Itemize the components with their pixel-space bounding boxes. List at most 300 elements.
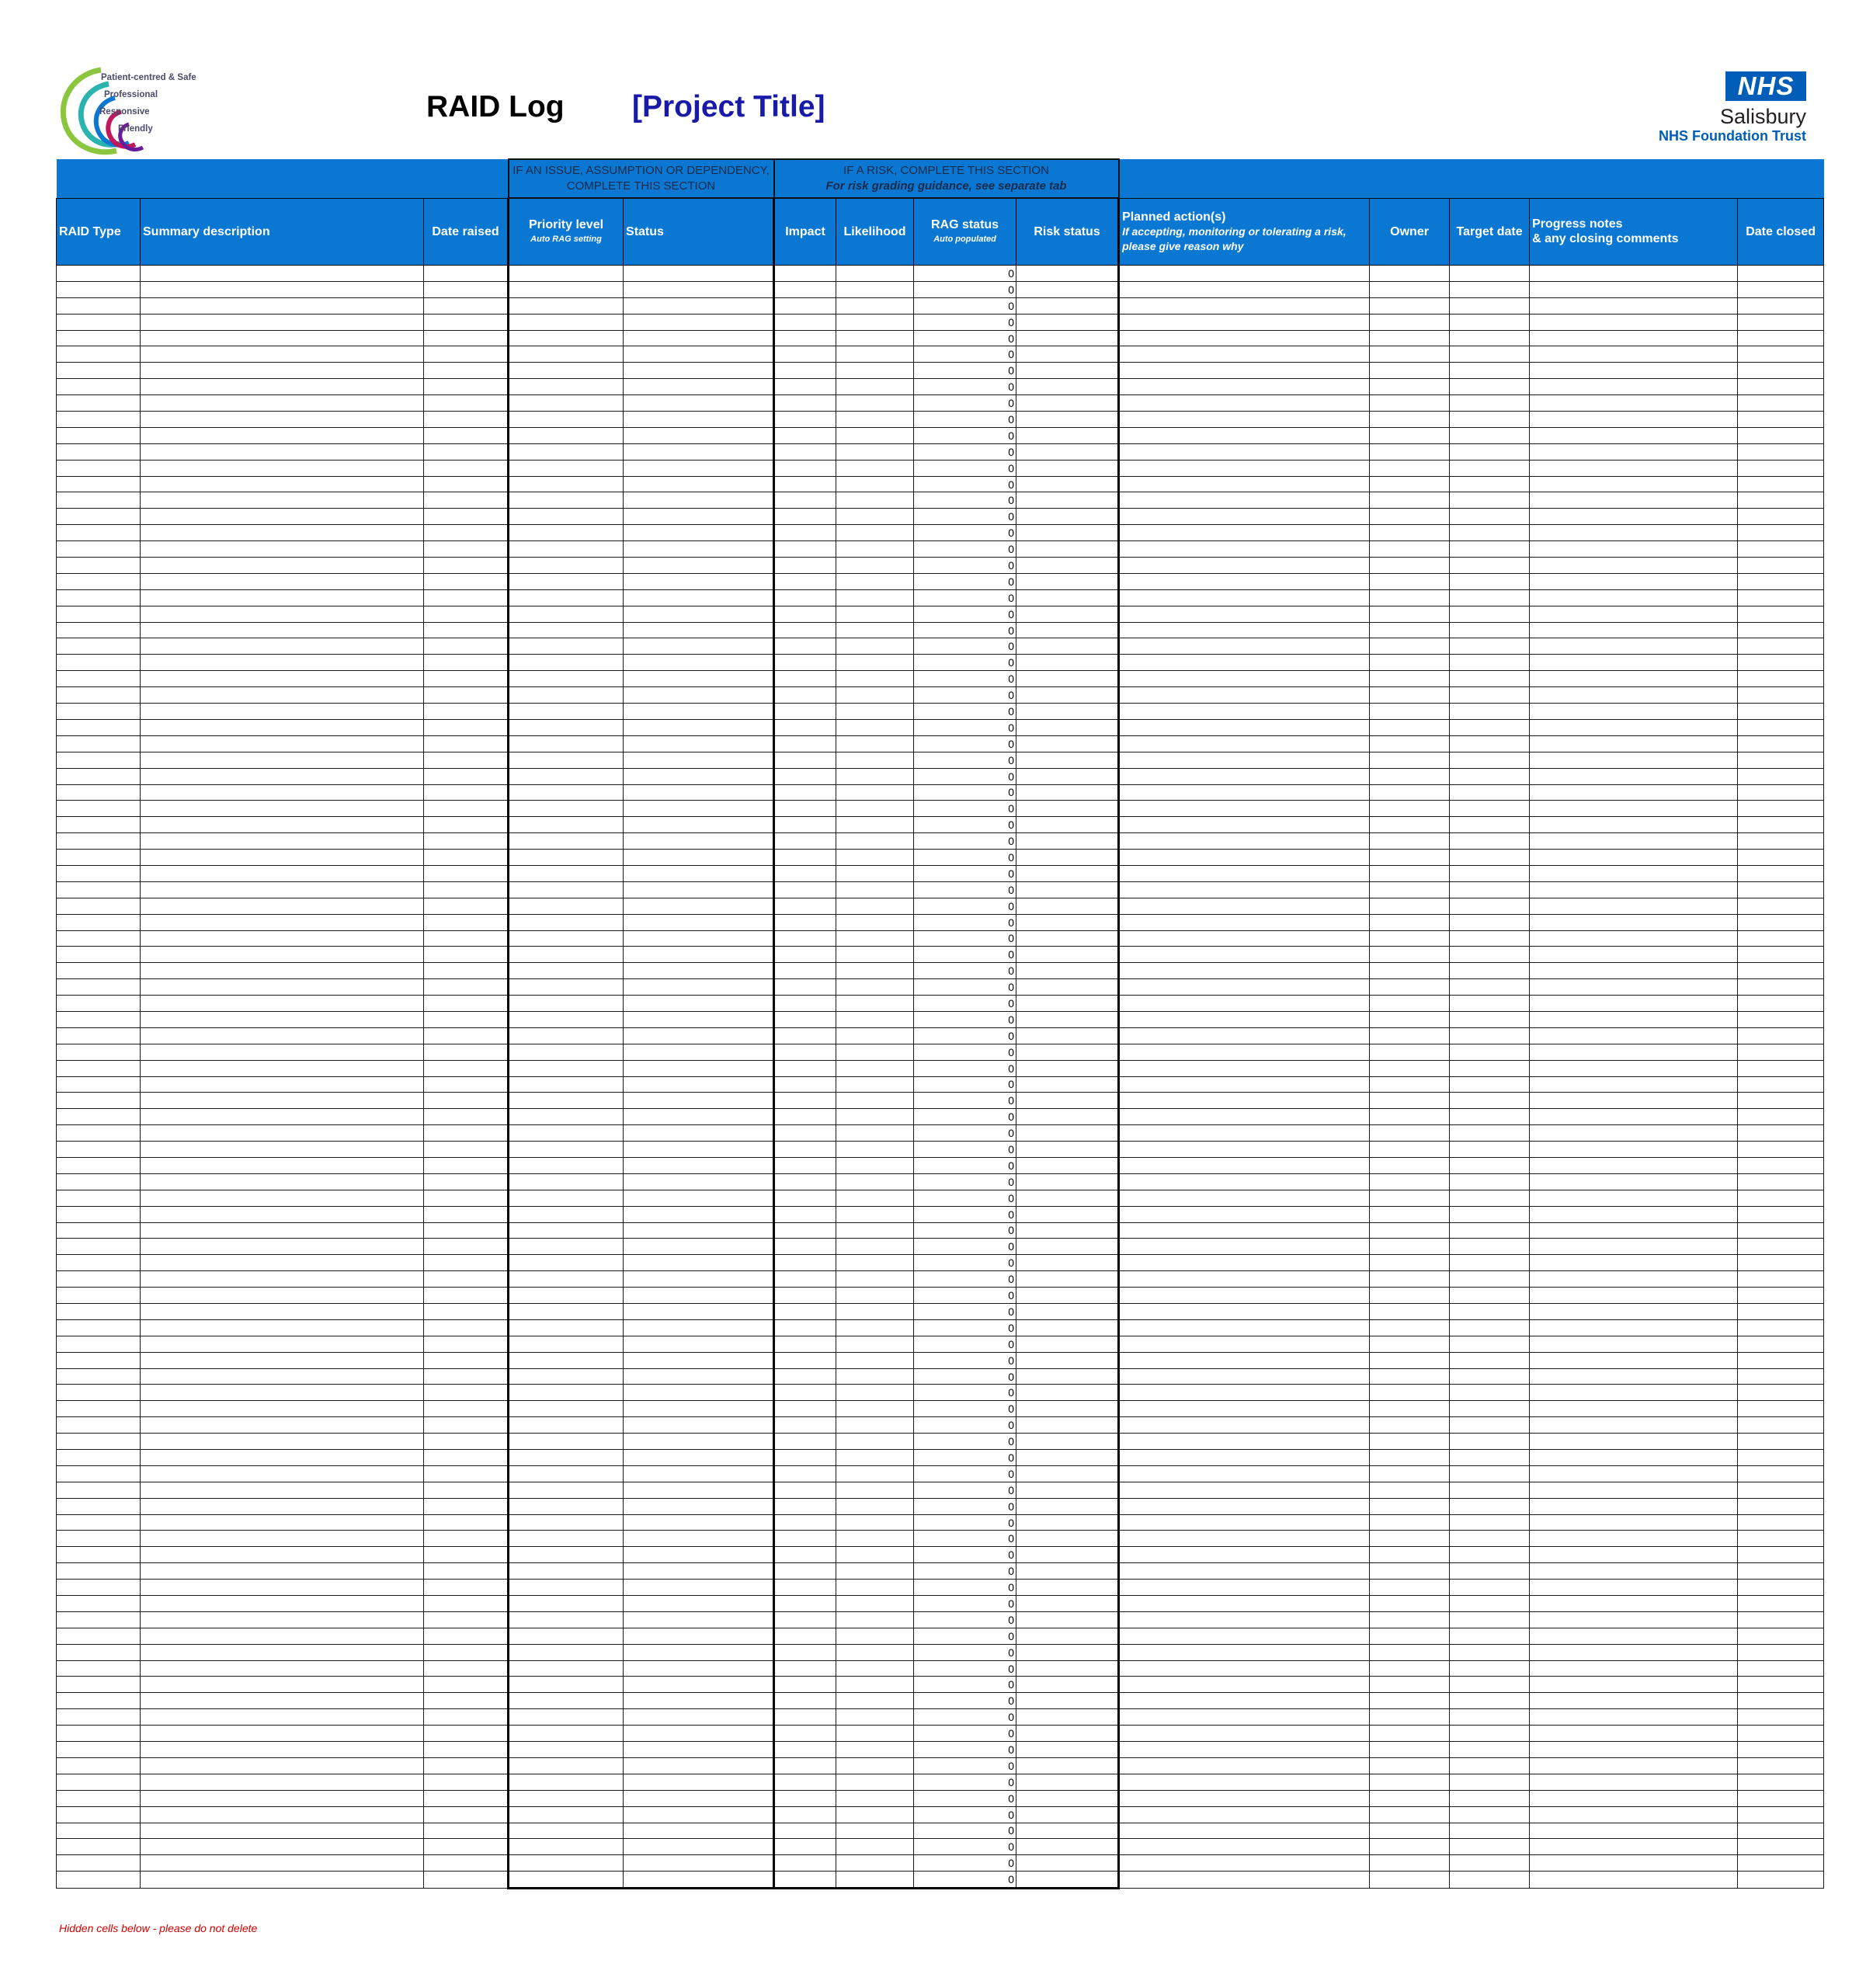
cell-planned-actions[interactable] [1119, 1611, 1370, 1628]
cell-likelihood[interactable] [836, 1855, 914, 1872]
cell-progress-notes[interactable] [1530, 1027, 1738, 1044]
cell-planned-actions[interactable] [1119, 768, 1370, 784]
cell-rag-status[interactable]: 0 [914, 1872, 1016, 1889]
cell-impact[interactable] [774, 833, 836, 850]
cell-priority[interactable] [509, 1611, 624, 1628]
cell-rag-status[interactable]: 0 [914, 622, 1016, 638]
cell-date-closed[interactable] [1738, 735, 1824, 752]
cell-date-closed[interactable] [1738, 638, 1824, 655]
cell-date-raised[interactable] [424, 363, 509, 379]
cell-progress-notes[interactable] [1530, 1450, 1738, 1466]
cell-owner[interactable] [1370, 1531, 1450, 1547]
cell-priority[interactable] [509, 979, 624, 996]
cell-raid-type[interactable] [57, 1790, 141, 1806]
cell-impact[interactable] [774, 622, 836, 638]
cell-status[interactable] [624, 1027, 774, 1044]
cell-owner[interactable] [1370, 1319, 1450, 1336]
cell-likelihood[interactable] [836, 622, 914, 638]
cell-target-date[interactable] [1450, 1742, 1530, 1758]
cell-status[interactable] [624, 412, 774, 428]
cell-owner[interactable] [1370, 671, 1450, 687]
cell-date-raised[interactable] [424, 1368, 509, 1385]
cell-summary[interactable] [141, 1190, 424, 1206]
cell-date-closed[interactable] [1738, 1482, 1824, 1498]
cell-progress-notes[interactable] [1530, 1580, 1738, 1596]
cell-impact[interactable] [774, 1336, 836, 1352]
cell-rag-status[interactable]: 0 [914, 427, 1016, 443]
cell-target-date[interactable] [1450, 865, 1530, 881]
cell-status[interactable] [624, 1465, 774, 1482]
cell-likelihood[interactable] [836, 1693, 914, 1709]
cell-risk-status[interactable] [1016, 687, 1119, 704]
cell-status[interactable] [624, 525, 774, 541]
cell-date-closed[interactable] [1738, 768, 1824, 784]
cell-date-closed[interactable] [1738, 395, 1824, 412]
cell-status[interactable] [624, 1222, 774, 1239]
cell-raid-type[interactable] [57, 655, 141, 671]
cell-owner[interactable] [1370, 395, 1450, 412]
cell-planned-actions[interactable] [1119, 1806, 1370, 1823]
cell-risk-status[interactable] [1016, 1173, 1119, 1190]
cell-rag-status[interactable]: 0 [914, 1709, 1016, 1726]
cell-planned-actions[interactable] [1119, 1271, 1370, 1288]
cell-summary[interactable] [141, 622, 424, 638]
cell-raid-type[interactable] [57, 1823, 141, 1839]
cell-date-closed[interactable] [1738, 655, 1824, 671]
cell-raid-type[interactable] [57, 573, 141, 589]
cell-target-date[interactable] [1450, 914, 1530, 930]
cell-owner[interactable] [1370, 1304, 1450, 1320]
cell-risk-status[interactable] [1016, 1368, 1119, 1385]
cell-status[interactable] [624, 1450, 774, 1466]
cell-date-raised[interactable] [424, 460, 509, 476]
cell-date-raised[interactable] [424, 1757, 509, 1774]
cell-owner[interactable] [1370, 1385, 1450, 1401]
cell-target-date[interactable] [1450, 1839, 1530, 1855]
cell-date-closed[interactable] [1738, 1352, 1824, 1368]
cell-likelihood[interactable] [836, 573, 914, 589]
cell-progress-notes[interactable] [1530, 1855, 1738, 1872]
cell-status[interactable] [624, 1368, 774, 1385]
cell-status[interactable] [624, 1319, 774, 1336]
cell-owner[interactable] [1370, 1027, 1450, 1044]
cell-impact[interactable] [774, 1482, 836, 1498]
cell-likelihood[interactable] [836, 427, 914, 443]
cell-raid-type[interactable] [57, 1757, 141, 1774]
cell-planned-actions[interactable] [1119, 1644, 1370, 1660]
cell-status[interactable] [624, 1563, 774, 1580]
cell-rag-status[interactable]: 0 [914, 735, 1016, 752]
cell-impact[interactable] [774, 297, 836, 314]
cell-rag-status[interactable]: 0 [914, 1401, 1016, 1417]
cell-date-closed[interactable] [1738, 541, 1824, 558]
cell-summary[interactable] [141, 476, 424, 492]
cell-impact[interactable] [774, 1319, 836, 1336]
cell-raid-type[interactable] [57, 784, 141, 801]
cell-likelihood[interactable] [836, 589, 914, 606]
cell-date-raised[interactable] [424, 492, 509, 509]
cell-planned-actions[interactable] [1119, 719, 1370, 735]
cell-likelihood[interactable] [836, 1109, 914, 1125]
cell-target-date[interactable] [1450, 1531, 1530, 1547]
cell-summary[interactable] [141, 1774, 424, 1790]
cell-planned-actions[interactable] [1119, 297, 1370, 314]
cell-date-raised[interactable] [424, 865, 509, 881]
cell-owner[interactable] [1370, 606, 1450, 622]
cell-owner[interactable] [1370, 1222, 1450, 1239]
cell-likelihood[interactable] [836, 558, 914, 574]
cell-date-closed[interactable] [1738, 379, 1824, 395]
cell-target-date[interactable] [1450, 817, 1530, 833]
cell-owner[interactable] [1370, 541, 1450, 558]
cell-progress-notes[interactable] [1530, 573, 1738, 589]
cell-rag-status[interactable]: 0 [914, 395, 1016, 412]
cell-raid-type[interactable] [57, 1677, 141, 1693]
cell-raid-type[interactable] [57, 930, 141, 947]
cell-owner[interactable] [1370, 817, 1450, 833]
cell-status[interactable] [624, 1726, 774, 1742]
cell-progress-notes[interactable] [1530, 412, 1738, 428]
cell-priority[interactable] [509, 509, 624, 525]
cell-likelihood[interactable] [836, 1157, 914, 1173]
cell-planned-actions[interactable] [1119, 379, 1370, 395]
cell-date-raised[interactable] [424, 1239, 509, 1255]
cell-raid-type[interactable] [57, 1855, 141, 1872]
cell-impact[interactable] [774, 509, 836, 525]
cell-rag-status[interactable]: 0 [914, 898, 1016, 914]
cell-rag-status[interactable]: 0 [914, 1190, 1016, 1206]
cell-status[interactable] [624, 427, 774, 443]
cell-owner[interactable] [1370, 719, 1450, 735]
cell-priority[interactable] [509, 1109, 624, 1125]
cell-owner[interactable] [1370, 1774, 1450, 1790]
cell-summary[interactable] [141, 1839, 424, 1855]
cell-owner[interactable] [1370, 1757, 1450, 1774]
cell-date-closed[interactable] [1738, 752, 1824, 768]
cell-impact[interactable] [774, 1044, 836, 1060]
cell-status[interactable] [624, 752, 774, 768]
cell-summary[interactable] [141, 427, 424, 443]
cell-summary[interactable] [141, 996, 424, 1012]
cell-likelihood[interactable] [836, 1288, 914, 1304]
cell-rag-status[interactable]: 0 [914, 476, 1016, 492]
cell-likelihood[interactable] [836, 1709, 914, 1726]
cell-raid-type[interactable] [57, 735, 141, 752]
cell-planned-actions[interactable] [1119, 914, 1370, 930]
cell-impact[interactable] [774, 979, 836, 996]
col-impact[interactable]: Impact [774, 198, 836, 266]
cell-priority[interactable] [509, 1222, 624, 1239]
cell-priority[interactable] [509, 1757, 624, 1774]
cell-date-closed[interactable] [1738, 1611, 1824, 1628]
cell-risk-status[interactable] [1016, 1660, 1119, 1677]
cell-date-raised[interactable] [424, 1434, 509, 1450]
cell-likelihood[interactable] [836, 1060, 914, 1076]
cell-risk-status[interactable] [1016, 1125, 1119, 1142]
cell-planned-actions[interactable] [1119, 1222, 1370, 1239]
cell-progress-notes[interactable] [1530, 509, 1738, 525]
cell-planned-actions[interactable] [1119, 1190, 1370, 1206]
cell-risk-status[interactable] [1016, 1401, 1119, 1417]
cell-planned-actions[interactable] [1119, 1239, 1370, 1255]
cell-impact[interactable] [774, 1239, 836, 1255]
cell-raid-type[interactable] [57, 1596, 141, 1612]
cell-priority[interactable] [509, 330, 624, 346]
cell-target-date[interactable] [1450, 1125, 1530, 1142]
cell-likelihood[interactable] [836, 541, 914, 558]
cell-date-raised[interactable] [424, 1563, 509, 1580]
cell-status[interactable] [624, 735, 774, 752]
cell-rag-status[interactable]: 0 [914, 363, 1016, 379]
cell-date-closed[interactable] [1738, 1774, 1824, 1790]
col-priority[interactable] [509, 198, 624, 266]
cell-owner[interactable] [1370, 1872, 1450, 1889]
cell-date-raised[interactable] [424, 768, 509, 784]
cell-impact[interactable] [774, 1093, 836, 1109]
cell-date-raised[interactable] [424, 898, 509, 914]
cell-impact[interactable] [774, 541, 836, 558]
cell-raid-type[interactable] [57, 671, 141, 687]
cell-progress-notes[interactable] [1530, 541, 1738, 558]
cell-progress-notes[interactable] [1530, 881, 1738, 898]
cell-date-raised[interactable] [424, 1401, 509, 1417]
cell-impact[interactable] [774, 1125, 836, 1142]
cell-date-closed[interactable] [1738, 314, 1824, 330]
col-status[interactable]: Status [624, 198, 774, 266]
cell-date-closed[interactable] [1738, 1434, 1824, 1450]
cell-target-date[interactable] [1450, 671, 1530, 687]
cell-planned-actions[interactable] [1119, 1076, 1370, 1093]
cell-summary[interactable] [141, 1385, 424, 1401]
cell-impact[interactable] [774, 996, 836, 1012]
cell-raid-type[interactable] [57, 1401, 141, 1417]
cell-impact[interactable] [774, 1109, 836, 1125]
cell-risk-status[interactable] [1016, 1498, 1119, 1514]
cell-risk-status[interactable] [1016, 1790, 1119, 1806]
cell-risk-status[interactable] [1016, 1450, 1119, 1466]
cell-date-raised[interactable] [424, 427, 509, 443]
cell-raid-type[interactable] [57, 1060, 141, 1076]
cell-likelihood[interactable] [836, 881, 914, 898]
cell-summary[interactable] [141, 266, 424, 282]
cell-rag-status[interactable]: 0 [914, 1677, 1016, 1693]
cell-risk-status[interactable] [1016, 1222, 1119, 1239]
cell-progress-notes[interactable] [1530, 1677, 1738, 1693]
cell-summary[interactable] [141, 719, 424, 735]
cell-raid-type[interactable] [57, 1450, 141, 1466]
cell-likelihood[interactable] [836, 865, 914, 881]
cell-date-closed[interactable] [1738, 1872, 1824, 1889]
cell-target-date[interactable] [1450, 1222, 1530, 1239]
cell-risk-status[interactable] [1016, 1596, 1119, 1612]
cell-rag-status[interactable]: 0 [914, 719, 1016, 735]
cell-progress-notes[interactable] [1530, 996, 1738, 1012]
cell-impact[interactable] [774, 963, 836, 979]
cell-owner[interactable] [1370, 1563, 1450, 1580]
cell-rag-status[interactable]: 0 [914, 541, 1016, 558]
cell-rag-status[interactable]: 0 [914, 1222, 1016, 1239]
cell-impact[interactable] [774, 1531, 836, 1547]
cell-priority[interactable] [509, 735, 624, 752]
cell-planned-actions[interactable] [1119, 266, 1370, 282]
cell-priority[interactable] [509, 687, 624, 704]
cell-summary[interactable] [141, 1076, 424, 1093]
cell-risk-status[interactable] [1016, 833, 1119, 850]
cell-likelihood[interactable] [836, 1774, 914, 1790]
cell-summary[interactable] [141, 1742, 424, 1758]
cell-owner[interactable] [1370, 1726, 1450, 1742]
cell-target-date[interactable] [1450, 314, 1530, 330]
cell-priority[interactable] [509, 1093, 624, 1109]
cell-impact[interactable] [774, 1304, 836, 1320]
cell-owner[interactable] [1370, 622, 1450, 638]
cell-date-closed[interactable] [1738, 266, 1824, 282]
cell-target-date[interactable] [1450, 363, 1530, 379]
cell-priority[interactable] [509, 1206, 624, 1222]
cell-summary[interactable] [141, 1417, 424, 1434]
cell-status[interactable] [624, 914, 774, 930]
cell-date-raised[interactable] [424, 930, 509, 947]
cell-planned-actions[interactable] [1119, 752, 1370, 768]
cell-date-closed[interactable] [1738, 525, 1824, 541]
cell-status[interactable] [624, 850, 774, 866]
cell-planned-actions[interactable] [1119, 1498, 1370, 1514]
cell-progress-notes[interactable] [1530, 379, 1738, 395]
cell-progress-notes[interactable] [1530, 735, 1738, 752]
cell-impact[interactable] [774, 1709, 836, 1726]
cell-raid-type[interactable] [57, 266, 141, 282]
cell-date-closed[interactable] [1738, 833, 1824, 850]
cell-status[interactable] [624, 930, 774, 947]
cell-risk-status[interactable] [1016, 947, 1119, 963]
cell-impact[interactable] [774, 1206, 836, 1222]
cell-progress-notes[interactable] [1530, 1109, 1738, 1125]
cell-impact[interactable] [774, 1774, 836, 1790]
cell-risk-status[interactable] [1016, 443, 1119, 460]
cell-owner[interactable] [1370, 1352, 1450, 1368]
cell-target-date[interactable] [1450, 1434, 1530, 1450]
cell-priority[interactable] [509, 1288, 624, 1304]
cell-owner[interactable] [1370, 1336, 1450, 1352]
cell-impact[interactable] [774, 1417, 836, 1434]
cell-summary[interactable] [141, 1027, 424, 1044]
cell-priority[interactable] [509, 1806, 624, 1823]
cell-owner[interactable] [1370, 1093, 1450, 1109]
cell-risk-status[interactable] [1016, 589, 1119, 606]
cell-target-date[interactable] [1450, 443, 1530, 460]
cell-raid-type[interactable] [57, 1774, 141, 1790]
cell-target-date[interactable] [1450, 1076, 1530, 1093]
cell-owner[interactable] [1370, 525, 1450, 541]
cell-target-date[interactable] [1450, 1027, 1530, 1044]
cell-progress-notes[interactable] [1530, 914, 1738, 930]
cell-summary[interactable] [141, 509, 424, 525]
cell-rag-status[interactable]: 0 [914, 1596, 1016, 1612]
cell-planned-actions[interactable] [1119, 1401, 1370, 1417]
cell-priority[interactable] [509, 1726, 624, 1742]
cell-rag-status[interactable]: 0 [914, 379, 1016, 395]
cell-target-date[interactable] [1450, 330, 1530, 346]
cell-target-date[interactable] [1450, 1011, 1530, 1027]
cell-summary[interactable] [141, 1644, 424, 1660]
cell-date-closed[interactable] [1738, 1644, 1824, 1660]
cell-raid-type[interactable] [57, 768, 141, 784]
cell-rag-status[interactable]: 0 [914, 963, 1016, 979]
cell-risk-status[interactable] [1016, 930, 1119, 947]
cell-risk-status[interactable] [1016, 704, 1119, 720]
cell-owner[interactable] [1370, 1644, 1450, 1660]
cell-summary[interactable] [141, 1255, 424, 1271]
cell-impact[interactable] [774, 1547, 836, 1563]
cell-likelihood[interactable] [836, 719, 914, 735]
cell-owner[interactable] [1370, 427, 1450, 443]
cell-progress-notes[interactable] [1530, 525, 1738, 541]
cell-date-closed[interactable] [1738, 704, 1824, 720]
cell-raid-type[interactable] [57, 947, 141, 963]
cell-priority[interactable] [509, 1531, 624, 1547]
cell-status[interactable] [624, 1304, 774, 1320]
cell-target-date[interactable] [1450, 638, 1530, 655]
cell-status[interactable] [624, 1076, 774, 1093]
cell-summary[interactable] [141, 1806, 424, 1823]
cell-target-date[interactable] [1450, 1465, 1530, 1482]
cell-status[interactable] [624, 1336, 774, 1352]
cell-planned-actions[interactable] [1119, 1660, 1370, 1677]
cell-impact[interactable] [774, 281, 836, 297]
cell-rag-status[interactable]: 0 [914, 1385, 1016, 1401]
cell-impact[interactable] [774, 947, 836, 963]
cell-date-closed[interactable] [1738, 1125, 1824, 1142]
cell-date-raised[interactable] [424, 1596, 509, 1612]
cell-risk-status[interactable] [1016, 1336, 1119, 1352]
col-summary[interactable]: Summary description [141, 198, 424, 266]
cell-risk-status[interactable] [1016, 1304, 1119, 1320]
cell-priority[interactable] [509, 638, 624, 655]
cell-status[interactable] [624, 314, 774, 330]
cell-progress-notes[interactable] [1530, 817, 1738, 833]
col-planned-actions[interactable] [1119, 198, 1370, 266]
cell-target-date[interactable] [1450, 1157, 1530, 1173]
cell-date-raised[interactable] [424, 1060, 509, 1076]
cell-progress-notes[interactable] [1530, 492, 1738, 509]
cell-progress-notes[interactable] [1530, 1611, 1738, 1628]
cell-planned-actions[interactable] [1119, 1417, 1370, 1434]
cell-risk-status[interactable] [1016, 1726, 1119, 1742]
cell-status[interactable] [624, 1173, 774, 1190]
cell-planned-actions[interactable] [1119, 509, 1370, 525]
cell-likelihood[interactable] [836, 1742, 914, 1758]
cell-status[interactable] [624, 1157, 774, 1173]
cell-progress-notes[interactable] [1530, 930, 1738, 947]
cell-owner[interactable] [1370, 947, 1450, 963]
cell-planned-actions[interactable] [1119, 801, 1370, 817]
cell-target-date[interactable] [1450, 266, 1530, 282]
cell-rag-status[interactable]: 0 [914, 1644, 1016, 1660]
cell-target-date[interactable] [1450, 1563, 1530, 1580]
cell-date-raised[interactable] [424, 1709, 509, 1726]
cell-risk-status[interactable] [1016, 412, 1119, 428]
cell-summary[interactable] [141, 573, 424, 589]
cell-likelihood[interactable] [836, 1823, 914, 1839]
cell-priority[interactable] [509, 1580, 624, 1596]
cell-likelihood[interactable] [836, 1611, 914, 1628]
cell-rag-status[interactable]: 0 [914, 1125, 1016, 1142]
cell-date-raised[interactable] [424, 1125, 509, 1142]
cell-rag-status[interactable]: 0 [914, 589, 1016, 606]
cell-date-closed[interactable] [1738, 850, 1824, 866]
cell-impact[interactable] [774, 1742, 836, 1758]
cell-priority[interactable] [509, 1693, 624, 1709]
